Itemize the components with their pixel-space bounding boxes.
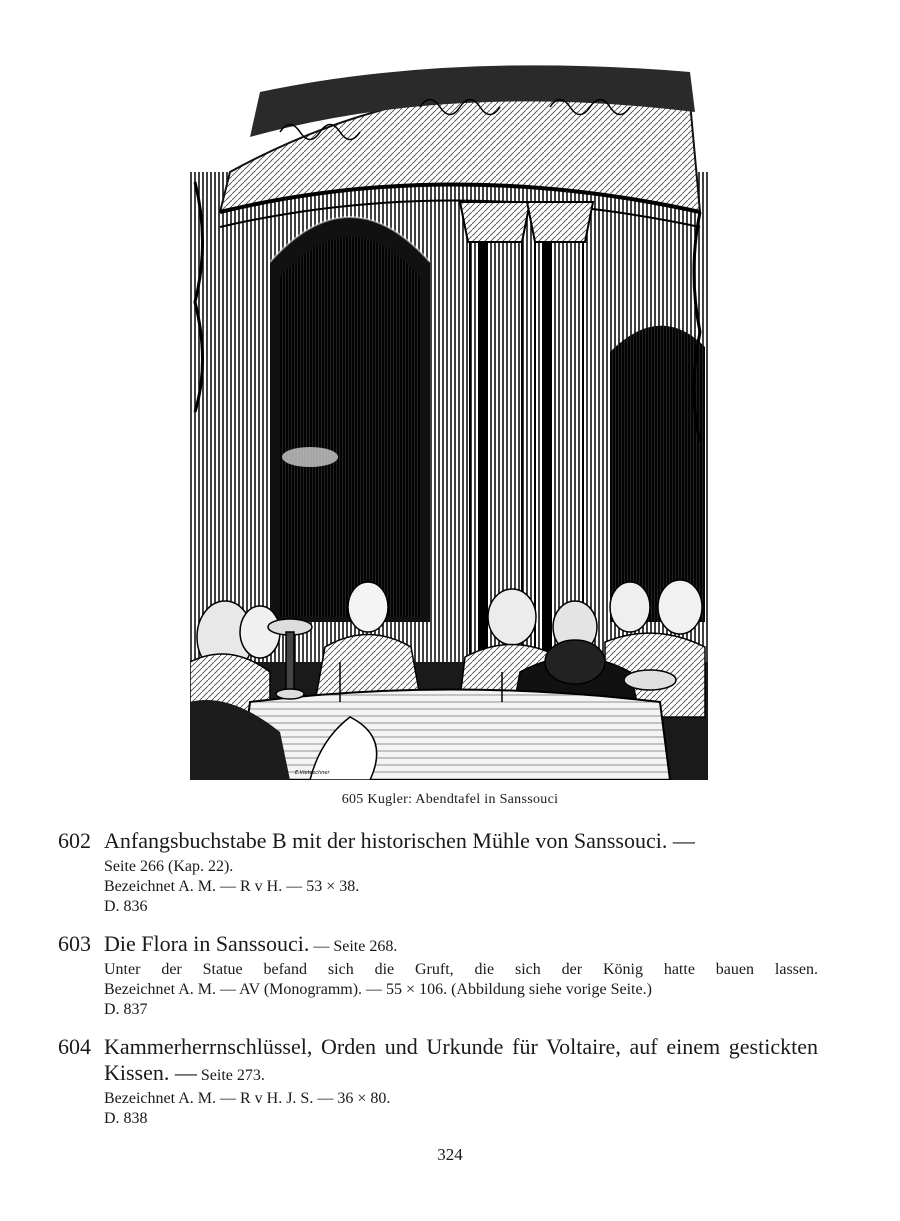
entry-page-ref: Seite 273. [196, 1067, 265, 1084]
catalog-entries [58, 828, 818, 1143]
entry-title [104, 1034, 818, 1089]
entry-number: 603 [58, 931, 91, 956]
entry-title [104, 931, 818, 960]
entry-title-text: Kammerherrnschlüssel, Orden und Urkunde für Voltaire, auf einem gestickten Kissen. — [104, 1034, 818, 1085]
entry-page-ref: — Seite 268. [309, 938, 398, 955]
entry-detail-line: D. 838 [104, 1110, 148, 1127]
catalog-entry-602 [58, 828, 818, 917]
entry-detail-line: Unter der Statue befand sich die Gruft, die sich der König hatte bauen lassen. [104, 961, 818, 978]
svg-text:E.Vieteschner: E.Vieteschner [295, 770, 330, 776]
entry-detail-line: D. 836 [104, 898, 148, 915]
entry-detail-line: Seite 266 (Kap. 22). [104, 858, 234, 875]
engraving-abendtafel [190, 62, 708, 780]
entry-number: 602 [58, 828, 91, 853]
page-number: 324 [437, 1145, 463, 1164]
engraving-artwork [190, 62, 708, 780]
entry-detail-line: Bezeichnet A. M. — AV (Monogramm). — 55 × 106. (Abbildung siehe vorige Seite.) [104, 981, 652, 998]
entry-number: 604 [58, 1034, 91, 1059]
entry-title-text: Die Flora in Sanssouci. [104, 931, 310, 956]
entry-detail-line: D. 837 [104, 1001, 148, 1018]
figure-caption: 605 Kugler: Abendtafel in Sanssouci [341, 792, 559, 807]
entry-detail-line: Bezeichnet A. M. — R v H. J. S. — 36 × 80. [104, 1090, 391, 1107]
entry-title-text: Anfangsbuchstabe B mit der historischen Mühle von Sanssouci. — [104, 828, 695, 853]
entry-title [104, 828, 818, 857]
catalog-entry-603 [58, 931, 818, 1020]
entry-detail-line: Bezeichnet A. M. — R v H. — 53 × 38. [104, 878, 360, 895]
catalog-entry-604 [58, 1034, 818, 1129]
